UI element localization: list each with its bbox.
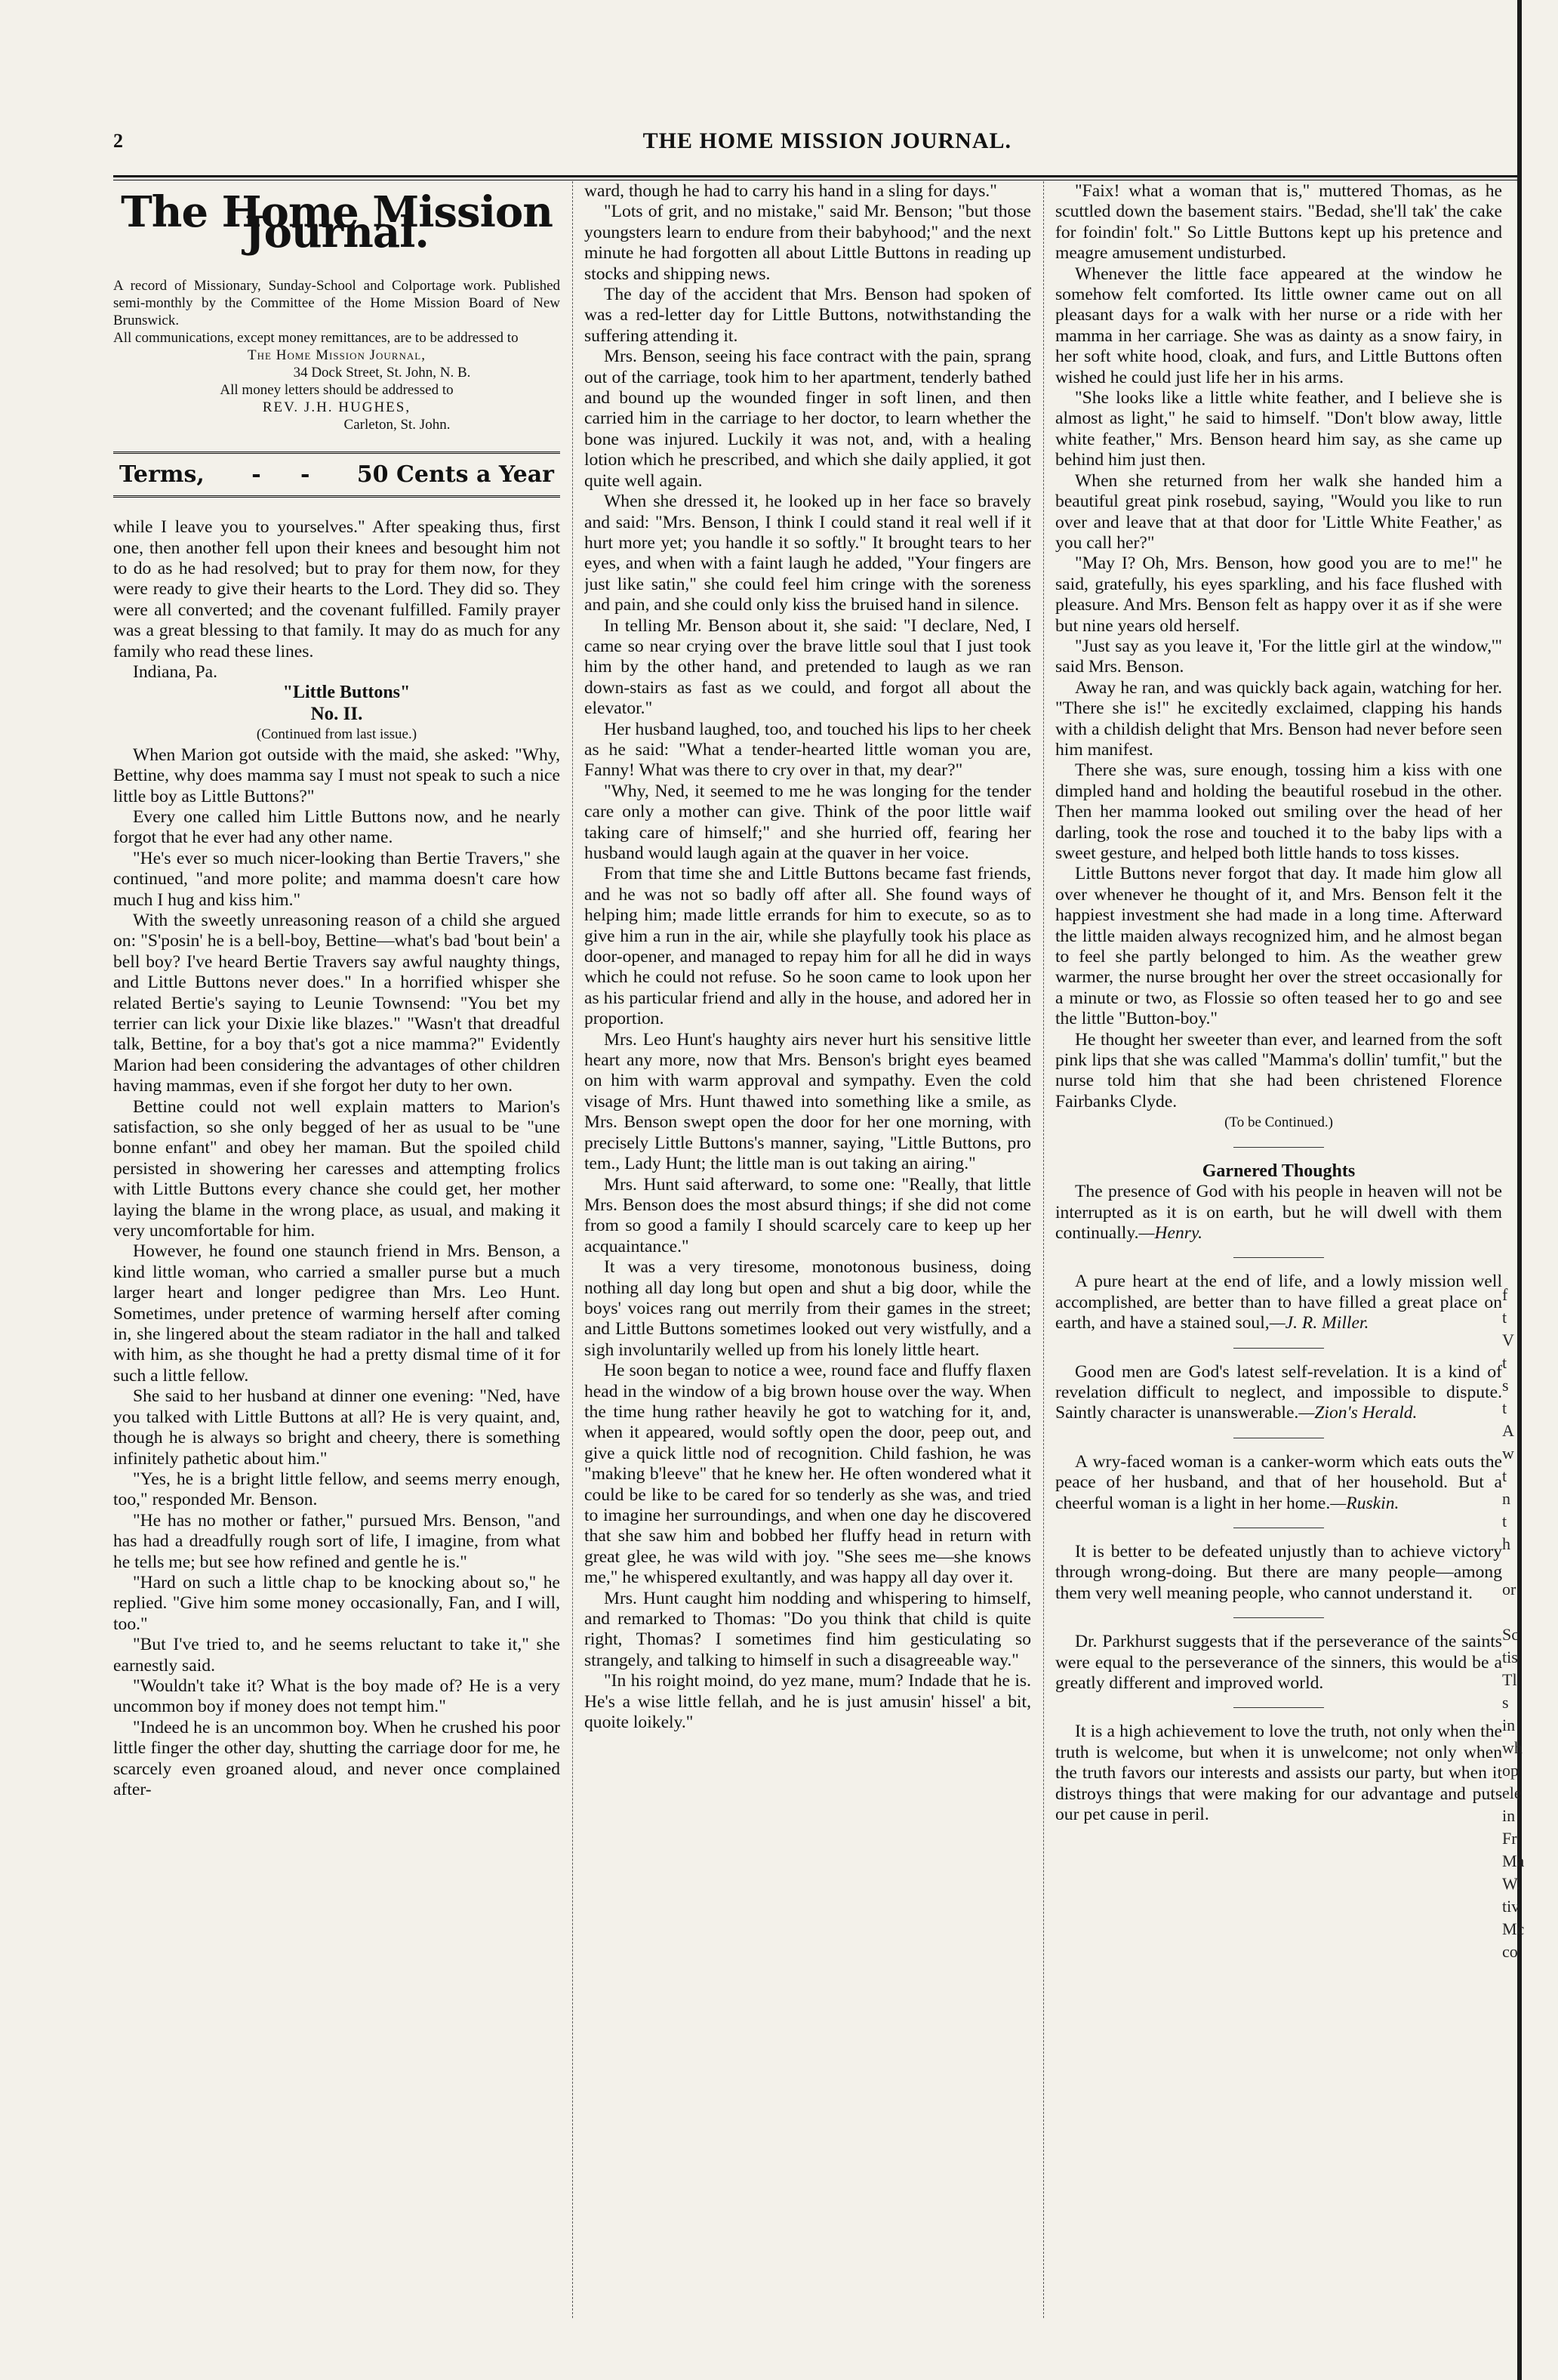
thought-source: —Zion's Herald. xyxy=(1298,1403,1418,1423)
thought-text: Good men are God's latest self-revelation. It is a kind of revelation difficult to neglect, and impossible to dispute. Saintly character is unanswerable. xyxy=(1055,1361,1502,1423)
column-rule-1 xyxy=(572,181,573,2318)
edge-fragment: Sc xyxy=(1502,1625,1519,1644)
story-paragraph: "But I've tried to, and he seems reluctant to take it," she earnestly said. xyxy=(113,1635,560,1676)
edge-fragment xyxy=(1502,1601,1547,1623)
edge-fragment: or xyxy=(1502,1580,1516,1598)
thought-divider xyxy=(1233,1257,1324,1258)
story-paragraph: "Lots of grit, and no mistake," said Mr. Benson; "but those youngsters learn to endure from their babyhood;" and the next minute he had forgotten all about Little Buttons in reading up stocks and shipping news. xyxy=(584,202,1031,284)
binding-edge xyxy=(1517,0,1522,2380)
story-paragraph: Mrs. Benson, seeing his face contract with the pain, sprang out of the carriage, took him to her apartment, tenderly bathed and bound up the wounded finger in soft linen, and then carried him in the carriage to her doctor, to learn whether the bone was injured. Luckily it was not, and, with a healing lotion which he prescribed, and which she daily applied, it got quite well again. xyxy=(584,347,1031,491)
edge-fragment: ele xyxy=(1502,1783,1522,1802)
edge-fragment: t xyxy=(1502,1398,1507,1417)
story-paragraph: "Faix! what a woman that is," muttered Thomas, as he scuttled down the basement stairs. "Bedad, she'll tak' the cake for foindin' folt." So Little Buttons kept up his pretence and meagre amusement undisturbed. xyxy=(1055,181,1502,264)
story-paragraph: "Yes, he is a bright little fellow, and seems merry enough, too," responded Mr. Benson. xyxy=(113,1469,560,1510)
edge-fragment: A xyxy=(1502,1421,1514,1440)
edge-fragment: s xyxy=(1502,1693,1509,1712)
story-paragraph: When she returned from her walk she handed him a beautiful great pink rosebud, saying, "Would you like to run over and leave that at that door for 'Little White Feather,' as you call her?" xyxy=(1055,470,1502,553)
edge-fragment: Mc xyxy=(1502,1919,1525,1938)
story-paragraph: Away he ran, and was quickly back again, watching for her. "There she is!" he excitedly exclaimed, clapping his hands with a childish delight that Mrs. Benson had never before seen him manifest. xyxy=(1055,677,1502,760)
masthead-title: The Home Mission Journal. xyxy=(121,187,553,258)
story-paragraph: However, he found one staunch friend in Mrs. Benson, a kind little woman, who carried a smaller purse but a much larger heart and longer pedigree than Mrs. Leo Hunt. Sometimes, under pretence of warming herself after coming in, she lingered about the steam radiator in the hall and talked with him, as she thought he had a pretty dismal time of it for such a little fellow. xyxy=(113,1241,560,1386)
story-paragraph: In telling Mr. Benson about it, she said: "I declare, Ned, I came so near crying over the brave little soul that I just took him by the other hand, and pretended to laugh as we ran down-stairs as fast as we could, and forgot all about the elevator." xyxy=(584,615,1031,719)
edge-fragment: w xyxy=(1502,1444,1514,1463)
story-paragraph: He soon began to notice a wee, round face and fluffy flaxen head in the window of a big brown house over the way. When the time hung rather heavily he got to watching for it, and, when it appeared, would softly open the door, peep out, and give a quick little nod of recognition. Child fashion, he was "making b'leeve" that he knew her. He often wondered what it could be like to be cared for so tenderly as she was, and tried to imagine her surroundings, and when one day he discovered that she saw him and bobbed her fluffy head in return with great glee, he was wild with joy. "She sees me—she knows me," he whispered exultantly, and was happy all day over it. xyxy=(584,1361,1031,1588)
column-rule-2 xyxy=(1043,181,1044,2318)
thought-source: —J. R. Miller. xyxy=(1269,1313,1369,1333)
edge-fragment: tiv xyxy=(1502,1897,1520,1916)
edge-fragment: in xyxy=(1502,1806,1516,1825)
thought-divider xyxy=(1233,1707,1324,1708)
next-page-edge-fragments xyxy=(1502,1284,1547,1963)
communications-note: All communications, except money remittances, are to be addressed to xyxy=(113,329,519,346)
story-paragraph: Every one called him Little Buttons now, and he nearly forgot that he ever had any other name. xyxy=(113,806,560,848)
story-paragraph: He thought her sweeter than ever, and learned from the soft pink lips that she was called "Mamma's dollin' tumfit," but the nurse told him that she had been christened Florence Fairbanks Clyde. xyxy=(1055,1029,1502,1111)
header-rule xyxy=(113,175,1517,180)
thought-text: Dr. Parkhurst suggests that if the perseverance of the saints were equal to the perseverance of the sinners, this would be a greatly different and improved world. xyxy=(1055,1632,1502,1693)
edge-fragment: op xyxy=(1502,1761,1519,1780)
column-1 xyxy=(113,181,560,2341)
publication-description: A record of Missionary, Sunday-School and Colportage work. Published semi-monthly by the Committee of the Home Mission Board of New Brunswick. xyxy=(113,277,560,328)
terms-dashes: - - xyxy=(251,461,310,488)
thought-item xyxy=(1055,1542,1502,1604)
running-header xyxy=(113,122,1517,160)
thought-divider xyxy=(1233,1348,1324,1349)
story-paragraph: Her husband laughed, too, and touched his lips to her cheek as he said: "What a tender-hearted little woman you are, Fanny! What was there to cry over in that, my dear?" xyxy=(584,719,1031,781)
story-paragraph: Whenever the little face appeared at the window he somehow felt comforted. Its little owner came out on all pleasant days for a walk with her nurse or a ride with her mamma in her carriage. She was as dainty as a snow fairy, in her soft white hood, cloak, and furs, and Little Buttons often wished he could just life her in his arms. xyxy=(1055,264,1502,387)
to-be-continued-note: (To be Continued.) xyxy=(1224,1114,1333,1131)
publication-info xyxy=(113,277,560,433)
rev-address: Carleton, St. John. xyxy=(343,416,451,433)
story-paragraph: "He's ever so much nicer-looking than Bertie Travers," she continued, "and more polite; and mamma doesn't care how much I hug and kiss him." xyxy=(113,848,560,910)
terms-label: Terms, xyxy=(119,461,205,488)
edge-fragment: V xyxy=(1502,1330,1514,1349)
edge-fragment: f xyxy=(1502,1285,1508,1304)
story-paragraph: "May I? Oh, Mrs. Benson, how good you are to me!" he said, gratefully, his eyes sparkling, and his face flushed with pleasure. And Mrs. Benson felt as happy over it as if she were but nine years old herself. xyxy=(1055,553,1502,636)
story-paragraph: With the sweetly unreasoning reason of a child she argued on: "S'posin' he is a bell-boy, Bettine—what's bad 'bout bein' a bell boy? I've heard Bertie Travers say awful naughty things, and Little Buttons never does." In a horrified whisper she related Bertie's saying to Leunie Townsend: "You bet my terrier can lick your Dixie like blazes." "Wasn't that dreadful talk, Bettine, for a boy that's got a nice mamma?" Evidently Marion had been considering the advantages of other children having mammas, even if she forgot her duty to her own. xyxy=(113,910,560,1096)
edge-fragment: Tl xyxy=(1502,1670,1517,1689)
story-continued-note: (Continued from last issue.) xyxy=(256,726,417,743)
edge-fragment: n xyxy=(1502,1489,1510,1508)
address-name: The Home Mission Journal, xyxy=(248,347,426,363)
edge-fragment: s xyxy=(1502,1376,1509,1395)
edge-fragment: h xyxy=(1502,1534,1510,1553)
story-paragraph: There she was, sure enough, tossing him a kiss with one dimpled hand and holding the beautiful rosebud in the other. Then her mamma looked out smiling over the head of her darling, took the rose and touched it to the baby lips with a sweet gesture, and helped both little hands to toss kisses. xyxy=(1055,760,1502,863)
story-title: "Little Buttons" xyxy=(282,683,411,703)
story-paragraph: "Why, Ned, it seemed to me he was longing for the tender care only a mother can give. Think of the poor little waif taking care of himself;" and she hurried off, fearing her husband would laugh again at the quaver in her voice. xyxy=(584,781,1031,863)
story-paragraph: It was a very tiresome, monotonous business, doing nothing all day long but open and shut a big door, while the boys' voices rang out merrily from their games in the street; and Little Buttons sometimes looked out very wistfully, and a sigh involuntarily welled up from his lonely little heart. xyxy=(584,1257,1031,1360)
intro-paragraph: while I leave you to yourselves." After speaking thus, first one, then another fell upon their knees and besought him not to do as he had resolved; but to pray for them now, for they were ready to give their hearts to the Lord. They did so. They were all converted; and the covenant fulfilled. Family prayer was a great blessing to that family. It may do as much for any family who read these lines. xyxy=(113,517,560,661)
rev-name: REV. J.H. HUGHES, xyxy=(262,399,411,415)
story-paragraph: She said to her husband at dinner one evening: "Ned, have you talked with Little Buttons at all? He is very quaint, and, though he is always so bright and cheery, there is something infinitely pathetic about him." xyxy=(113,1386,560,1469)
edge-fragment: W. xyxy=(1502,1874,1521,1893)
intro-signoff: Indiana, Pa. xyxy=(133,662,218,683)
thought-text: It is a high achievement to love the truth, not only when the truth is welcome, but when it is unwelcome; not only when the truth favors our interests and assists our party, but when it distroys things that were making for our advantage and puts our pet cause in peril. xyxy=(1055,1722,1502,1825)
thought-text: A wry-faced woman is a canker-worm which eats outs the peace of her husband, and that of her household. But a cheerful woman is a light in her home. xyxy=(1055,1451,1502,1513)
edge-fragment: t xyxy=(1502,1353,1507,1372)
story-paragraph: "Just say as you leave it, 'For the little girl at the window,'" said Mrs. Benson. xyxy=(1055,636,1502,677)
story-paragraph: Little Buttons never forgot that day. It made him glow all over whenever he thought of it, and Mrs. Benson felt it the happiest investment she had made in a long time. Afterward the little maiden always recognized him, and he almost began to feel she partly belonged to him. As the weather grew warmer, the nurse brought her over the street occasionally for a minute or two, as Flossie so often teased her to go and see the little "Button-boy." xyxy=(1055,864,1502,1029)
edge-fragment: tis xyxy=(1502,1648,1518,1666)
newspaper-page xyxy=(113,106,1517,2341)
column-3 xyxy=(1055,181,1502,2341)
edge-fragment: t xyxy=(1502,1466,1507,1485)
story-paragraph: "In his roight moind, do yez mane, mum? Indade that he is. He's a wise little fellah, and he is just amusin' hissel' a bit, quoite loikely." xyxy=(584,1671,1031,1733)
story-paragraph: "Indeed he is an uncommon boy. When he crushed his poor little finger the other day, shutting the carriage door for me, he scarcely even groaned aloud, and never once complained after- xyxy=(113,1717,560,1799)
story-paragraph: When she dressed it, he looked up in her face so bravely and said: "Mrs. Benson, I think I could stand it real well if it hurt more yet; you handle it so softly." It brought tears to her eyes, and when with a faint laugh he added, "Your fingers are just like satin," she could feel him cringe with the soreness and pain, and she could only kiss the bruised hand in silence. xyxy=(584,492,1031,615)
thought-item xyxy=(1055,1722,1502,1825)
address-street: 34 Dock Street, St. John, N. B. xyxy=(293,364,471,381)
story-paragraph: Mrs. Leo Hunt's haughty airs never hurt his sensitive little heart any more, now that Mrs. Benson's bright eyes beamed on him with warm approval and sympathy. Even the cold visage of Mrs. Hunt thawed into something like a smile, as Mrs. Benson swept open the door for her one morning, with precisely Little Buttons's manner, saying, "Little Buttons, pro tem., Lady Hunt; the little man is out taking an airing." xyxy=(584,1029,1031,1174)
edge-fragment: in xyxy=(1502,1716,1516,1734)
thought-text: The presence of God with his people in heaven will not be interrupted as it is on earth, but he will dwell with them continually. xyxy=(1055,1182,1502,1243)
story-number: No. II. xyxy=(310,703,363,724)
story-paragraph: From that time she and Little Buttons became fast friends, and he was not so badly off after all. She found ways of helping him; made little errands for him to execute, so as to give him a run in the air, while she playfully took his place as door-opener, and managed to repay him for all he did in ways which he could not refuse. So he soon came to look upon her as his particular friend and ally in the house, and adored her in proportion. xyxy=(584,864,1031,1029)
edge-fragment: t xyxy=(1502,1308,1507,1327)
story-paragraph: ward, though he had to carry his hand in a sling for days." xyxy=(584,181,997,201)
thought-source: —Henry. xyxy=(1138,1222,1203,1243)
thought-text: It is better to be defeated unjustly than to achieve victory through wrong-doing. But there are many people—among them very well meaning people, who cannot understand it. xyxy=(1055,1541,1502,1603)
terms-price: 50 Cents a Year xyxy=(356,461,554,488)
edge-fragment xyxy=(1502,1555,1547,1578)
story-paragraph: The day of the accident that Mrs. Benson had spoken of was a red-letter day for Little Buttons, notwithstanding the suffering attending it. xyxy=(584,285,1031,346)
edge-fragment: Ma xyxy=(1502,1851,1525,1870)
story-paragraph: "He has no mother or father," pursued Mrs. Benson, "and has had a dreadfully rough sort of life, I imagine, from what he tells me; but see how refined and gentle he is." xyxy=(113,1510,560,1572)
story-paragraph: Bettine could not well explain matters to Marion's satisfaction, so she only begged of her as usual to be "une bonne enfant" and obey her maman. But the spoiled child persisted in showering her caresses and attempting frolics with Little Buttons every chance she could get, her mother laying the blame in the wrong place, as usual, and making it very uncomfortable for him. xyxy=(113,1096,560,1241)
thought-item xyxy=(1055,1272,1502,1333)
thought-text: A pure heart at the end of life, and a lowly mission well accomplished, are better than to have filled a great place on earth, and have a stained soul, xyxy=(1055,1272,1502,1333)
thought-item xyxy=(1055,1182,1502,1244)
garnered-thoughts-title: Garnered Thoughts xyxy=(1202,1161,1356,1181)
thought-item xyxy=(1055,1452,1502,1514)
page-number: 2 xyxy=(113,130,123,152)
story-paragraph: "Wouldn't take it? What is the boy made of? He is a very uncommon boy if money does not tempt him." xyxy=(113,1676,560,1717)
column-2 xyxy=(584,181,1031,2341)
terms-box xyxy=(113,452,560,498)
edge-fragment: t xyxy=(1502,1512,1507,1531)
thought-divider xyxy=(1233,1617,1324,1618)
edge-fragment: co xyxy=(1502,1942,1518,1961)
story-paragraph: "Hard on such a little chap to be knocking about so," he replied. "Give him some money occasionally, Fan, and I will, too." xyxy=(113,1572,560,1634)
story-paragraph: Mrs. Hunt said afterward, to some one: "Really, that little Mrs. Benson does the most absurd things; if she did not come from so good a family I should scarcely care to keep up her acquaintance." xyxy=(584,1174,1031,1256)
edge-fragment: wh xyxy=(1502,1738,1523,1757)
story-paragraph: Mrs. Hunt caught him nodding and whispering to himself, and remarked to Thomas: "Do you think that child is quite right, Thomas? I sometimes find him gesticulating so strangely, and talking to himself in such a disagreeable way." xyxy=(584,1588,1031,1670)
money-letters-note: All money letters should be addressed to xyxy=(220,381,454,398)
section-divider xyxy=(1233,1147,1324,1148)
story-paragraph: "She looks like a little white feather, and I believe she is almost as light," he said to himself. "Don't blow away, little white feather," Mrs. Benson heard him say, as she came up behind him just then. xyxy=(1055,388,1502,470)
thought-item xyxy=(1055,1632,1502,1694)
thought-source: —Ruskin. xyxy=(1330,1493,1399,1513)
edge-fragment: Fr xyxy=(1502,1829,1517,1848)
story-paragraph: When Marion got outside with the maid, she asked: "Why, Bettine, why does mamma say I must not speak to such a nice little boy as Little Buttons?" xyxy=(113,745,560,806)
thought-item xyxy=(1055,1362,1502,1424)
running-title: THE HOME MISSION JOURNAL. xyxy=(642,128,1011,153)
